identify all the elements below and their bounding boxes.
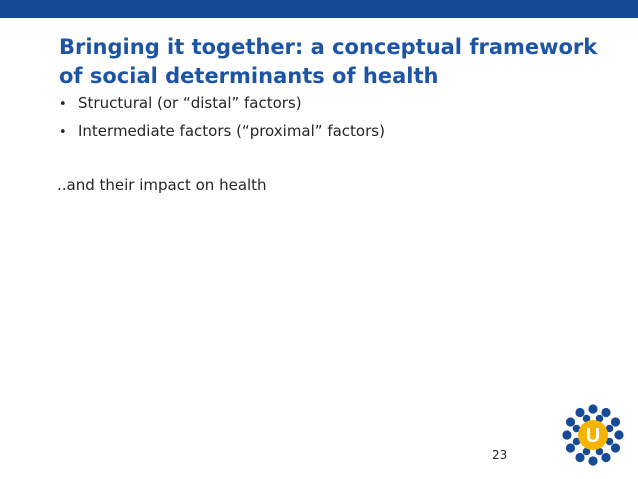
slide-title (59, 33, 599, 91)
bullet-text: Structural (or “distal” factors) (78, 94, 302, 112)
bullet-list (59, 94, 385, 150)
bullet-item (59, 94, 385, 122)
logo-letter: U (585, 425, 601, 447)
page-number: 23 (492, 448, 508, 462)
slide-title-line-1: Bringing it together: a conceptual framework (59, 35, 598, 59)
body-text: ..and their impact on health (57, 176, 267, 194)
bullet-text: Intermediate factors (“proximal” factors) (78, 122, 385, 140)
header-bar (0, 0, 638, 18)
bullet-item (59, 122, 385, 150)
bullet-icon: • (59, 97, 67, 112)
slide-title-line-2: of social determinants of health (59, 64, 439, 88)
university-sun-logo-icon (561, 403, 625, 467)
bullet-icon: • (59, 125, 67, 140)
